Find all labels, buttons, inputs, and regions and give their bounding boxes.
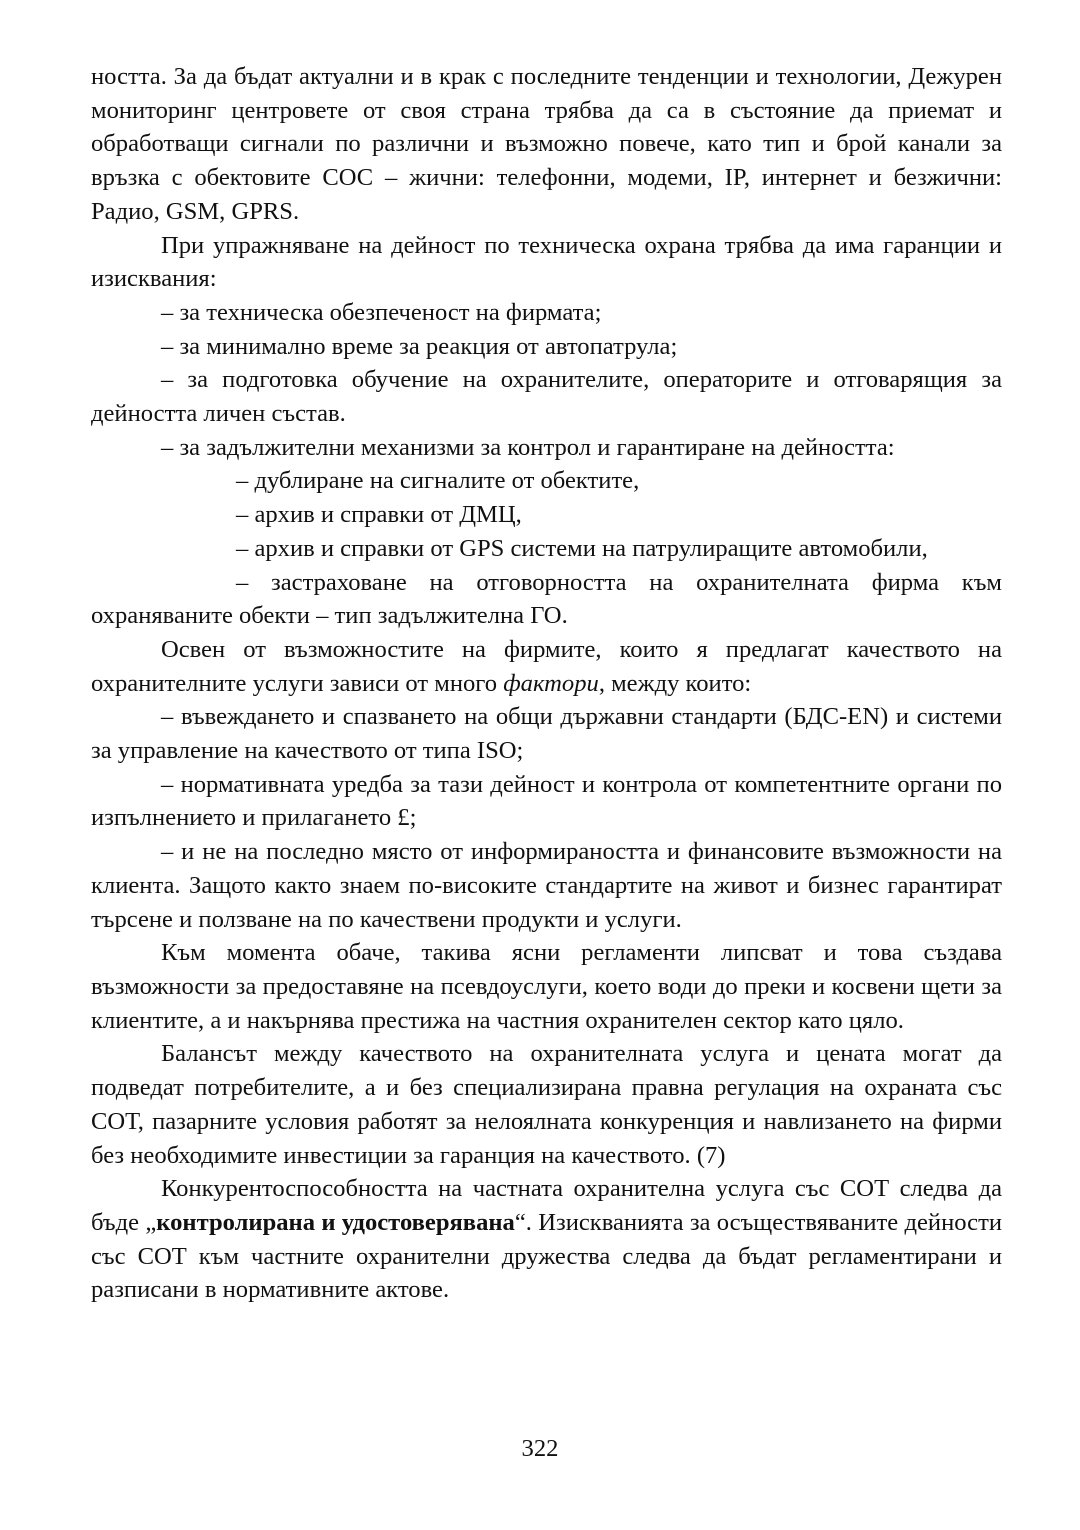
paragraph-competitiveness-bold: контролирана и удостоверявана (156, 1208, 515, 1236)
paragraph-regulations: Към момента обаче, такива ясни регламенти липсват и това създава възможности за предоставяне на псевдоуслуги, което води до преки и косвени щети за клиентите, а и накърнява престижа на частния охранителен сектор като цяло. (91, 939, 1002, 1034)
paragraph-requirements-intro: При упражняване на дейност по техническа охрана трябва да има гаранции и изисквания: (91, 231, 1002, 293)
paragraph-competitiveness (91, 1172, 1002, 1307)
list-item: – и не на последно място от информираността и финансовите възможности на клиента. Защото както знаем по-високите стандартите на живот и бизнес гарантират търсене и ползване на по качествени продукти и услуги. (91, 838, 1002, 933)
list-item: – за минимално време за реакция от автопатрула; (161, 332, 678, 360)
paragraph-factors (91, 633, 1002, 700)
sub-list-item: – дублиране на сигналите от обектите, (236, 467, 640, 495)
paragraph-factors-after: , между които: (598, 669, 752, 697)
list-item: – въвеждането и спазването на общи държавни стандарти (БДС-EN) и системи за управление на качеството от типа ISO; (91, 703, 1002, 765)
list-item: – за техническа обезпеченост на фирмата; (161, 298, 602, 326)
body-text (91, 60, 1002, 1307)
sub-list-item: – архив и справки от ДМЦ, (236, 501, 522, 529)
paragraph-competitiveness-after: “. Изискванията за осъществяваните дейности със СОТ към частните охранителни дружества следва да бъдат регламентирани и разписани в нормативните актове. (91, 1208, 1002, 1304)
page-number: 322 (521, 1435, 559, 1462)
list-item: – за подготовка обучение на охранителите, операторите и отговарящия за дейността личен състав. (91, 366, 1002, 428)
sub-list-item: – архив и справки от GPS системи на патрулиращите автомобили, (236, 534, 928, 562)
list-item: – за задължителни механизми за контрол и гарантиране на дейността: (161, 433, 895, 461)
paragraph-factors-italic: фактори (503, 669, 599, 697)
paragraph-continuation: ността. За да бъдат актуални и в крак с последните тенденции и технологии, Дежурен мониторинг центровете от своя страна трябва да са в състояние да приемат и обработващи сигнали по различни и възможно повече, като тип и брой канали за връзка с обектовите СОС – жични: телефонни, модеми, IP, интернет и безжични: Радио, GSM, GPRS. (91, 63, 1002, 225)
paragraph-balance: Балансът между качеството на охранителната услуга и цената могат да подведат потребителите, а и без специализирана правна регулация на охраната със СОТ, пазарните условия работят за нелоялната конкуренция и навлизането на фирми без необходимите инвестиции за гаранция на качеството. (7) (91, 1040, 1002, 1169)
list-item: – нормативната уредба за тази дейност и контрола от компетентните органи по изпълнението и прилагането £; (91, 770, 1002, 832)
paragraph-factors-before: Освен от възможностите на фирмите, които я предлагат качеството на охранителните услуги зависи от много (91, 635, 1002, 697)
paragraph-competitiveness-before: Конкурентоспособността на частната охранителна услуга със СОТ следва да бъде „ (91, 1175, 1002, 1236)
sub-list-item: – застраховане на отговорността на охранителната фирма към охраняваните обекти – тип задължителна ГО. (91, 568, 1002, 630)
